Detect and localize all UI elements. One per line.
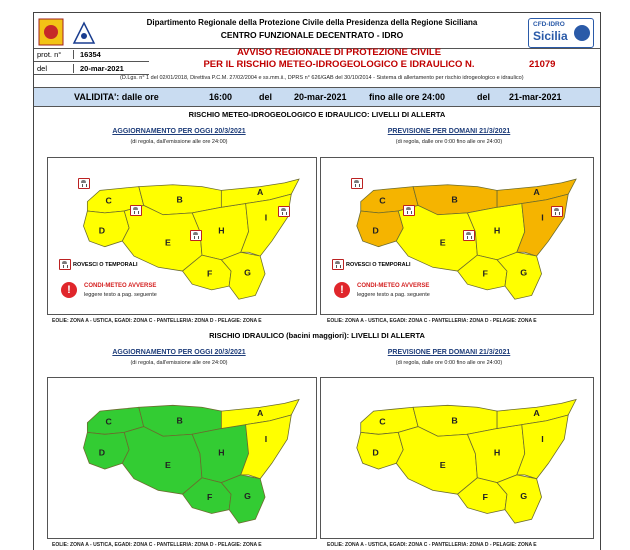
storm-icon	[463, 230, 475, 241]
protocol-row	[34, 50, 120, 59]
del-value: 20-mar-2021	[73, 64, 124, 73]
zone-b-label: B	[451, 194, 458, 205]
validity-label: VALIDITA': dalle ore	[74, 92, 159, 102]
zone-g-label: G	[244, 491, 251, 502]
zone-c-label: C	[379, 416, 386, 427]
s1-right-map	[320, 157, 594, 315]
storm-icon	[551, 206, 563, 217]
cfd-logo-text: CFD-IDRO	[533, 21, 565, 28]
s2-right-title: PREVISIONE PER DOMANI 21/3/2021	[387, 349, 511, 356]
storm-icon	[190, 230, 202, 241]
section1-title: RISCHIO METEO-IDROGEOLOGICO E IDRAULICO: LIVELLI DI ALLERTA	[188, 110, 446, 119]
zone-h-label: H	[493, 447, 501, 458]
s2-left-footer: EOLIE: ZONA A - USTICA, EGADI: ZONA C - PANTELLERIA: ZONA D - PELAGIE: ZONA E	[52, 542, 262, 548]
validity-bar	[34, 87, 600, 107]
zone-a-label: A	[533, 408, 540, 418]
zone-i-label: I	[541, 434, 544, 445]
cfd-logo-region: Sicilia	[533, 29, 568, 43]
prot-value: 16354	[73, 50, 120, 59]
rovesci-legend: ROVESCI O TEMPORALI	[73, 262, 138, 268]
avviso-number: 21079	[529, 59, 556, 70]
zone-i-label: I	[264, 212, 268, 223]
s1-left-title: AGGIORNAMENTO PER OGGI 20/3/2021	[112, 128, 246, 135]
section2-title: RISCHIO IDRAULICO (bacini maggiori): LIVELLI DI ALLERTA	[209, 331, 425, 340]
centro-title: CENTRO FUNZIONALE DECENTRATO - IDRO	[220, 30, 404, 40]
zone-i-area	[241, 415, 291, 479]
region-crest-icon	[38, 17, 96, 47]
zone-h-label: H	[218, 225, 225, 236]
zone-i-area	[517, 415, 568, 479]
zone-g-label: G	[520, 491, 528, 501]
condi-meteo-title: CONDI-METEO AVVERSE	[357, 283, 430, 289]
bulletin-document	[33, 12, 601, 550]
s2-left-title: AGGIORNAMENTO PER OGGI 20/3/2021	[112, 349, 246, 356]
s2-left-subtitle: (di regola, dall'emissione alle ore 24:00)	[130, 360, 228, 366]
zone-e-label: E	[439, 460, 446, 471]
region-logos	[38, 17, 96, 47]
s2-right-map	[320, 377, 594, 539]
zone-h-label: H	[218, 447, 225, 458]
zone-g-label: G	[244, 267, 251, 278]
s1-left-subtitle: (di regola, dall'emissione alle ore 24:00)	[130, 139, 228, 145]
s1-left-map	[47, 157, 317, 315]
validity-from-date: 20-mar-2021	[294, 92, 347, 102]
zone-f-label: F	[207, 268, 213, 279]
zone-a-label: A	[257, 407, 264, 418]
zone-a-label: A	[533, 187, 540, 198]
zone-g-label: G	[520, 267, 528, 278]
validity-del-2: del	[477, 92, 491, 102]
zone-h-label: H	[493, 225, 501, 236]
storm-icon	[78, 178, 90, 189]
cfd-globe-icon	[574, 25, 590, 41]
s2-right-sicily-map	[321, 378, 593, 538]
s2-left-sicily-map	[48, 378, 316, 538]
zone-e-label: E	[439, 237, 446, 248]
s2-left-header	[64, 349, 294, 366]
avviso-line-2: PER IL RISCHIO METEO-IDROGEOLOGICO E IDRAULICO N.	[203, 59, 475, 70]
validity-to-date: 21-mar-2021	[509, 92, 562, 102]
rovesci-legend: ROVESCI O TEMPORALI	[346, 262, 411, 268]
prot-label: prot. n°	[37, 50, 62, 59]
s1-right-footer: EOLIE: ZONA A - USTICA, EGADI: ZONA C - PANTELLERIA: ZONA D - PELAGIE: ZONA E	[327, 318, 537, 324]
avviso-line-1: AVVISO REGIONALE DI PROTEZIONE CIVILE	[236, 47, 442, 58]
s2-left-map	[47, 377, 317, 539]
zone-c-label: C	[379, 195, 386, 206]
condi-meteo-title: CONDI-METEO AVVERSE	[84, 283, 157, 289]
warning-exclamation-icon: !	[334, 282, 350, 298]
zone-i-area	[517, 194, 568, 256]
zone-b-label: B	[176, 415, 183, 426]
zone-e-label: E	[165, 237, 171, 248]
condi-meteo-subtitle: leggere testo a pag. seguente	[357, 292, 430, 298]
zone-c-label: C	[105, 416, 112, 427]
validity-del-1: del	[259, 92, 273, 102]
zone-e-label: E	[165, 460, 171, 471]
storm-legend-icon	[332, 259, 344, 270]
zone-b-label: B	[176, 194, 183, 205]
date-row	[34, 64, 124, 73]
department-title: Dipartimento Regionale della Protezione Civile della Presidenza della Regione Siciliana	[146, 18, 478, 27]
storm-icon	[351, 178, 363, 189]
zone-a-label: A	[257, 187, 264, 198]
s1-left-footer: EOLIE: ZONA A - USTICA, EGADI: ZONA C - PANTELLERIA: ZONA D - PELAGIE: ZONA E	[52, 318, 262, 324]
avviso-title	[194, 47, 484, 71]
s2-right-footer: EOLIE: ZONA A - USTICA, EGADI: ZONA C - PANTELLERIA: ZONA D - PELAGIE: ZONA E	[327, 542, 537, 548]
zone-i-area	[241, 194, 291, 256]
warning-exclamation-icon: !	[61, 282, 77, 298]
zone-f-label: F	[482, 268, 488, 279]
s1-left-header	[64, 128, 294, 145]
s1-right-header	[334, 128, 564, 145]
zone-d-label: D	[98, 447, 106, 458]
s2-right-subtitle: (di regola, dalle ore 0:00 fino alle ore 24:00)	[395, 360, 503, 366]
s1-right-subtitle: (di regola, dalle ore 0:00 fino alle ore 24:00)	[395, 139, 503, 145]
validity-from-hour: 16:00	[209, 92, 233, 102]
validity-fino: fino alle ore 24:00	[369, 92, 446, 102]
divider	[34, 61, 149, 62]
zone-d-label: D	[98, 225, 106, 236]
zone-c-label: C	[105, 195, 112, 206]
zone-e-area	[396, 427, 477, 495]
legal-reference: (D.Lgs. n° 1 del 02/01/2018, Direttiva P.C.M. 27/02/2004 e ss.mm.ii., DPRS n° 626/GAB del 30/10/2014 - Sistema di allertamento per rischio idrogeologico e idraulico)	[120, 75, 524, 81]
zone-f-label: F	[482, 492, 488, 502]
zone-b-label: B	[451, 415, 458, 426]
zone-f-label: F	[207, 492, 213, 502]
condi-meteo-subtitle: leggere testo a pag. seguente	[84, 292, 157, 298]
s2-right-header	[334, 349, 564, 366]
del-label: del	[37, 64, 48, 73]
cfd-logo	[528, 18, 594, 48]
zone-d-label: D	[372, 447, 379, 458]
zone-e-area	[122, 427, 202, 495]
storm-legend-icon	[59, 259, 71, 270]
zone-d-label: D	[372, 225, 379, 236]
s1-right-title: PREVISIONE PER DOMANI 21/3/2021	[387, 128, 511, 135]
storm-icon	[278, 206, 290, 217]
storm-icon	[130, 205, 142, 216]
zone-i-label: I	[541, 212, 544, 223]
storm-icon	[403, 205, 415, 216]
zone-i-label: I	[264, 434, 268, 445]
